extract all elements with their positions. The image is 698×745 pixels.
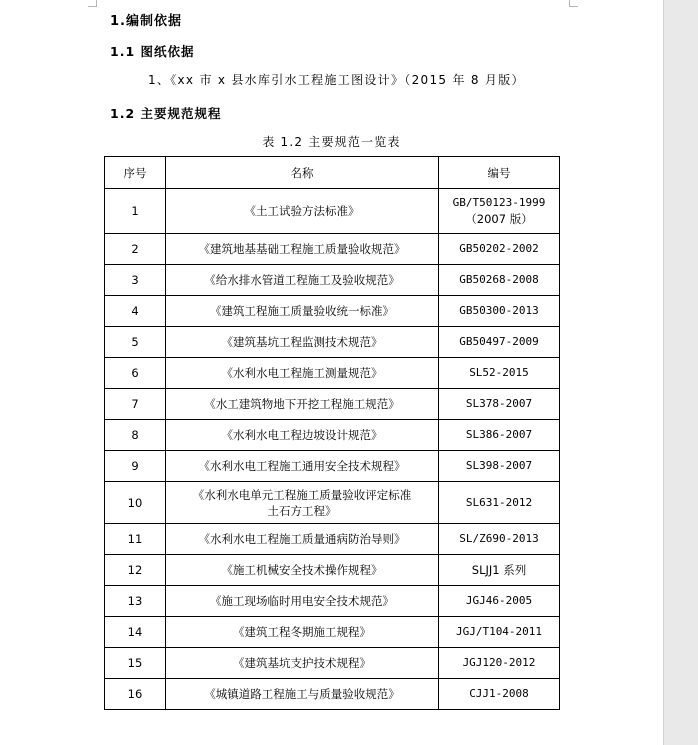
row-no: 8 <box>105 420 166 451</box>
table-row <box>105 679 560 710</box>
row-name-line-1: 《水利水电单元工程施工质量验收评定标准 <box>192 487 412 502</box>
table-row <box>105 482 560 524</box>
row-code: GB50268-2008 <box>439 265 560 296</box>
row-no: 12 <box>105 555 166 586</box>
margin-marker-right-h <box>569 6 578 7</box>
row-code-line-2: （2007 版） <box>465 212 533 226</box>
row-no: 3 <box>105 265 166 296</box>
row-code: GB50300-2013 <box>439 296 560 327</box>
header-no: 序号 <box>105 157 166 189</box>
header-name: 名称 <box>166 157 439 189</box>
section-heading-1-2: 1.2 主要规范规程 <box>110 106 222 121</box>
row-name: 《建筑基坑工程监测技术规范》 <box>166 327 439 358</box>
row-name: 《水工建筑物地下开挖工程施工规范》 <box>166 389 439 420</box>
table-row <box>105 586 560 617</box>
row-no: 13 <box>105 586 166 617</box>
row-name: 《给水排水管道工程施工及验收规范》 <box>166 265 439 296</box>
row-name: 《水利水电工程边坡设计规范》 <box>166 420 439 451</box>
table-row <box>105 296 560 327</box>
specification-table <box>104 156 560 710</box>
table-row <box>105 358 560 389</box>
row-code: SL/Z690-2013 <box>439 524 560 555</box>
row-name-line-2: 土石方工程》 <box>267 503 337 518</box>
row-name: 《建筑工程施工质量验收统一标准》 <box>166 296 439 327</box>
row-code: JGJ120-2012 <box>439 648 560 679</box>
table-row <box>105 234 560 265</box>
header-code: 编号 <box>439 157 560 189</box>
row-no: 11 <box>105 524 166 555</box>
row-name: 《土工试验方法标准》 <box>166 189 439 234</box>
row-no: 9 <box>105 451 166 482</box>
row-code-line-1: GB/T50123-1999 <box>452 196 546 209</box>
row-code: SL52-2015 <box>439 358 560 389</box>
row-name: 《城镇道路工程施工与质量验收规范》 <box>166 679 439 710</box>
row-code: SLJJ1 系列 <box>439 555 560 586</box>
row-no: 4 <box>105 296 166 327</box>
row-code: GB50497-2009 <box>439 327 560 358</box>
drawing-basis-item: 1、《xx 市 x 县水库引水工程施工图设计》（2015 年 8 月版） <box>148 73 525 87</box>
row-name <box>166 482 439 524</box>
row-name: 《建筑地基基础工程施工质量验收规范》 <box>166 234 439 265</box>
row-code: JGJ/T104-2011 <box>439 617 560 648</box>
table-row <box>105 389 560 420</box>
section-heading-1-1: 1.1 图纸依据 <box>110 44 195 59</box>
window-background <box>664 0 698 745</box>
row-code: SL631-2012 <box>439 482 560 524</box>
row-code: CJJ1-2008 <box>439 679 560 710</box>
row-name: 《施工机械安全技术操作规程》 <box>166 555 439 586</box>
row-code: SL398-2007 <box>439 451 560 482</box>
row-name: 《施工现场临时用电安全技术规范》 <box>166 586 439 617</box>
table-row <box>105 648 560 679</box>
row-no: 14 <box>105 617 166 648</box>
row-name: 《水利水电工程施工质量通病防治导则》 <box>166 524 439 555</box>
table-row <box>105 265 560 296</box>
table-row <box>105 524 560 555</box>
row-no: 6 <box>105 358 166 389</box>
table-row <box>105 189 560 234</box>
row-no: 7 <box>105 389 166 420</box>
row-code: SL386-2007 <box>439 420 560 451</box>
table-caption: 表 1.2 主要规范一览表 <box>262 135 401 149</box>
table-header-row <box>105 157 560 189</box>
row-code <box>439 189 560 234</box>
table-row <box>105 327 560 358</box>
row-name: 《建筑基坑支护技术规程》 <box>166 648 439 679</box>
table-row <box>105 451 560 482</box>
table-row <box>105 617 560 648</box>
row-no: 15 <box>105 648 166 679</box>
row-no: 1 <box>105 189 166 234</box>
table-row <box>105 420 560 451</box>
row-no: 10 <box>105 482 166 524</box>
row-code: JGJ46-2005 <box>439 586 560 617</box>
row-no: 2 <box>105 234 166 265</box>
margin-marker-left-h <box>88 6 97 7</box>
row-name: 《建筑工程冬期施工规程》 <box>166 617 439 648</box>
row-no: 16 <box>105 679 166 710</box>
table-row <box>105 555 560 586</box>
row-code: SL378-2007 <box>439 389 560 420</box>
row-name: 《水利水电工程施工测量规范》 <box>166 358 439 389</box>
row-name: 《水利水电工程施工通用安全技术规程》 <box>166 451 439 482</box>
section-heading-1: 1.编制依据 <box>110 14 182 29</box>
row-code: GB50202-2002 <box>439 234 560 265</box>
row-no: 5 <box>105 327 166 358</box>
